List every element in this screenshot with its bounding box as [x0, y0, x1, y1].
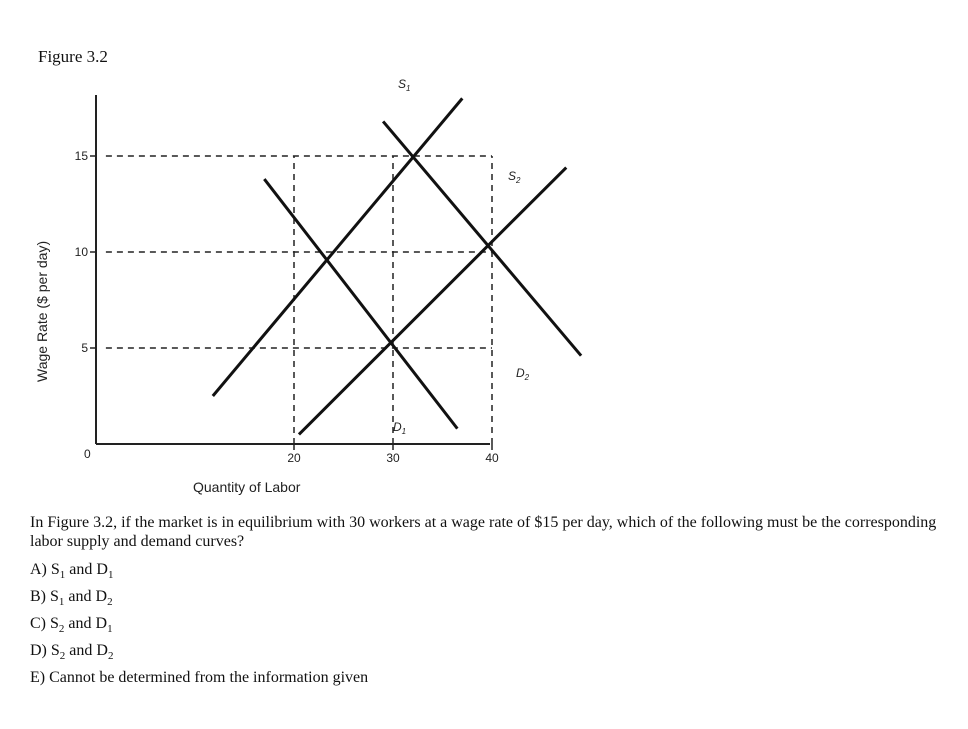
- y-axis-label: Wage Rate ($ per day): [34, 240, 50, 382]
- x-tick-label-30: 30: [386, 451, 400, 465]
- curve-label-d2: $D_2$: [516, 366, 530, 382]
- y-tick-label-15: 15: [74, 149, 88, 163]
- x-axis-label: Quantity of Labor: [193, 479, 301, 495]
- option-c[interactable]: C) $S_2$ and $D_1$: [30, 615, 113, 635]
- x-tick-label-40: 40: [485, 451, 499, 465]
- option-a[interactable]: A) $S_1$ and $D_1$: [30, 561, 114, 581]
- curve-label-d1: $D_1$: [393, 420, 407, 436]
- figure-title: Figure 3.2: [38, 47, 108, 66]
- option-b[interactable]: B) $S_1$ and $D_2$: [30, 588, 113, 608]
- answer-options: [30, 558, 368, 693]
- origin-label: 0: [84, 447, 91, 461]
- curve-label-s2: $S_2$: [508, 169, 521, 185]
- y-tick-label-10: 10: [74, 245, 88, 259]
- curve-s1: [213, 98, 462, 396]
- option-e[interactable]: E) Cannot be determined from the information given: [30, 669, 369, 686]
- y-tick-label-5: 5: [81, 341, 88, 355]
- curve-label-s1: $S_1$: [398, 77, 411, 93]
- question-text: In Figure 3.2, if the market is in equilibrium with 30 workers at a wage rate of $15 per day, which of the following must be the corresponding labor supply and demand curves?: [30, 514, 937, 550]
- option-d[interactable]: D) $S_2$ and $D_2$: [30, 642, 114, 662]
- x-tick-label-20: 20: [287, 451, 301, 465]
